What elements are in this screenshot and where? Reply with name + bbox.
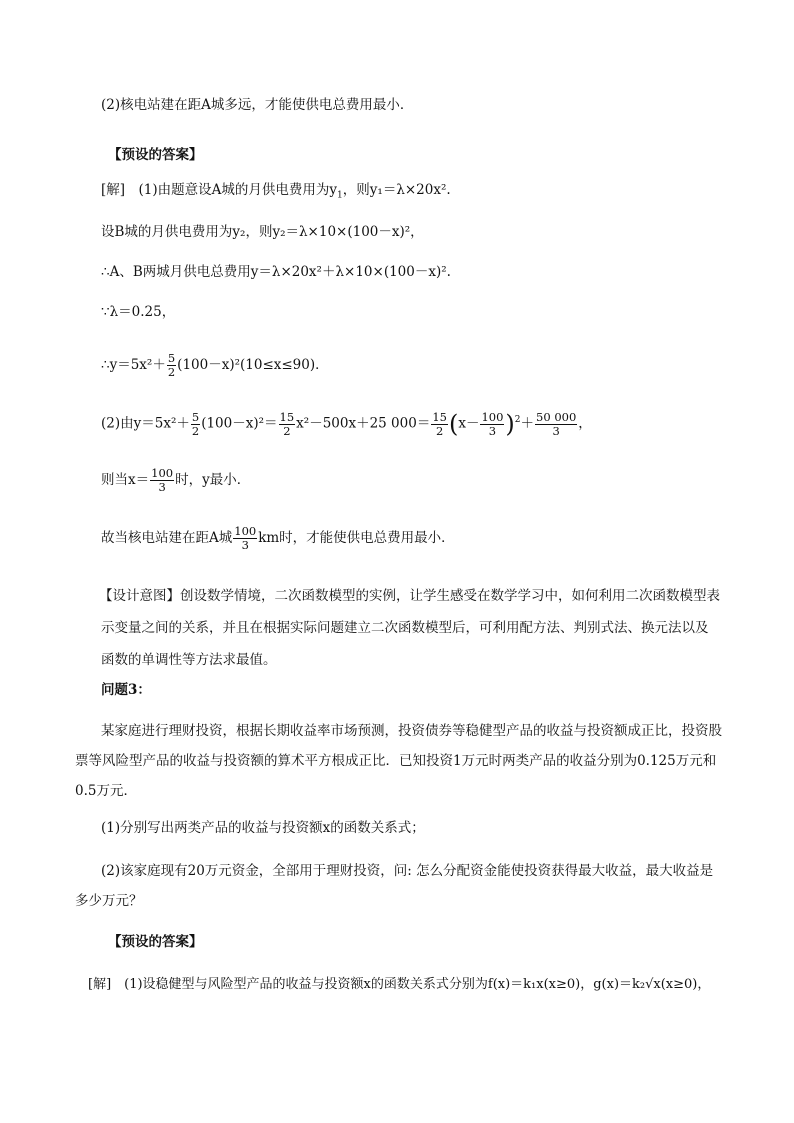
solution-line-8: 故当核电站建在距A城 $\frac{100}{3}$ km时，才能使供电总费用最小． xyxy=(101,524,455,552)
solution-line-4: ∵λ＝0.25， xyxy=(101,304,176,320)
fraction-100-3: $\frac{100}{3}$ xyxy=(481,409,504,438)
fraction-15-2: $\frac{15}{2}$ xyxy=(432,409,447,438)
question-2: (2)核电站建在距A城多远，才能使供电总费用最小． xyxy=(101,97,414,113)
problem-3-title: 问题3： xyxy=(101,682,151,698)
fraction-100-3: $\frac{100}{3}$ xyxy=(151,466,174,494)
design-intent: 【设计意图】创设数学情境，二次函数模型的实例，让学生感受在数学学习中，如何利用二次函数模型表示变量之间的关系，并且在根据实际问题建立二次函数模型后，可利用配方法、判别式法、换元法以及函数的单调性等方法求最值。 xyxy=(99,588,720,668)
solution-line-5: ∴y＝5x²＋ $\frac{5}{2}$ (100－x)²(10≤x≤90)． xyxy=(101,351,329,379)
solution-line-1: [解] (1)由题意设A城的月供电费用为$y_1$，则y₁＝λ×20x². xyxy=(101,182,451,201)
solution-line-3: ∴A、B两城月供电总费用y＝λ×20x²＋λ×10×(100－x)². xyxy=(101,264,451,280)
solution-line-7: 则当x＝ $\frac{100}{3}$ 时，y最小． xyxy=(101,466,251,494)
problem-3-body: 某家庭进行理财投资，根据长期收益率市场预测，投资债券等稳健型产品的收益与投资额成正比，投资股票等风险型产品的收益与投资额的算术平方根成正比．已知投资1万元时两类产品的收益分别为0.125万元和0.5万元． xyxy=(75,723,722,799)
preset-answer-heading-2: 【预设的答案】 xyxy=(108,934,203,950)
problem-3-question-1: (1)分别写出两类产品的收益与投资额x的函数关系式； xyxy=(101,820,425,836)
fraction-15-2: $\frac{15}{2}$ xyxy=(279,409,295,438)
fraction-100-3: $\frac{100}{3}$ xyxy=(234,524,257,552)
solution-3-line-1: [解] (1)设稳健型与风险型产品的收益与投资额x的函数关系式分别为f(x)＝k₁x(x≥0)，g(x)＝k₂√x(x≥0)， xyxy=(88,977,711,992)
solution-line-6: (2)由y＝5x²＋ $\frac{5}{2}$ (100－x)²＝ $\frac{15}{2}$ x²－500x＋25 000＝ $\frac{15}{2}$ (x－ $\frac{100}{3}$ )$^2$＋ $\frac{50 000}{3}$ ， xyxy=(101,409,592,438)
fraction-5-2: $\frac{5}{2}$ xyxy=(167,351,176,379)
problem-3-question-2: (2)该家庭现有20万元资金，全部用于理财投资，问: 怎么分配资金能使投资获得最大收益，最大收益是多少万元？ xyxy=(75,863,714,909)
fraction-50000-3: $\frac{50 000}{3}$ xyxy=(536,409,577,438)
preset-answer-heading: 【预设的答案】 xyxy=(108,147,203,163)
fraction-5-2: $\frac{5}{2}$ xyxy=(191,409,200,438)
solution-line-2: 设B城的月供电费用为y₂，则y₂＝λ×10×(100－x)²， xyxy=(101,224,424,240)
